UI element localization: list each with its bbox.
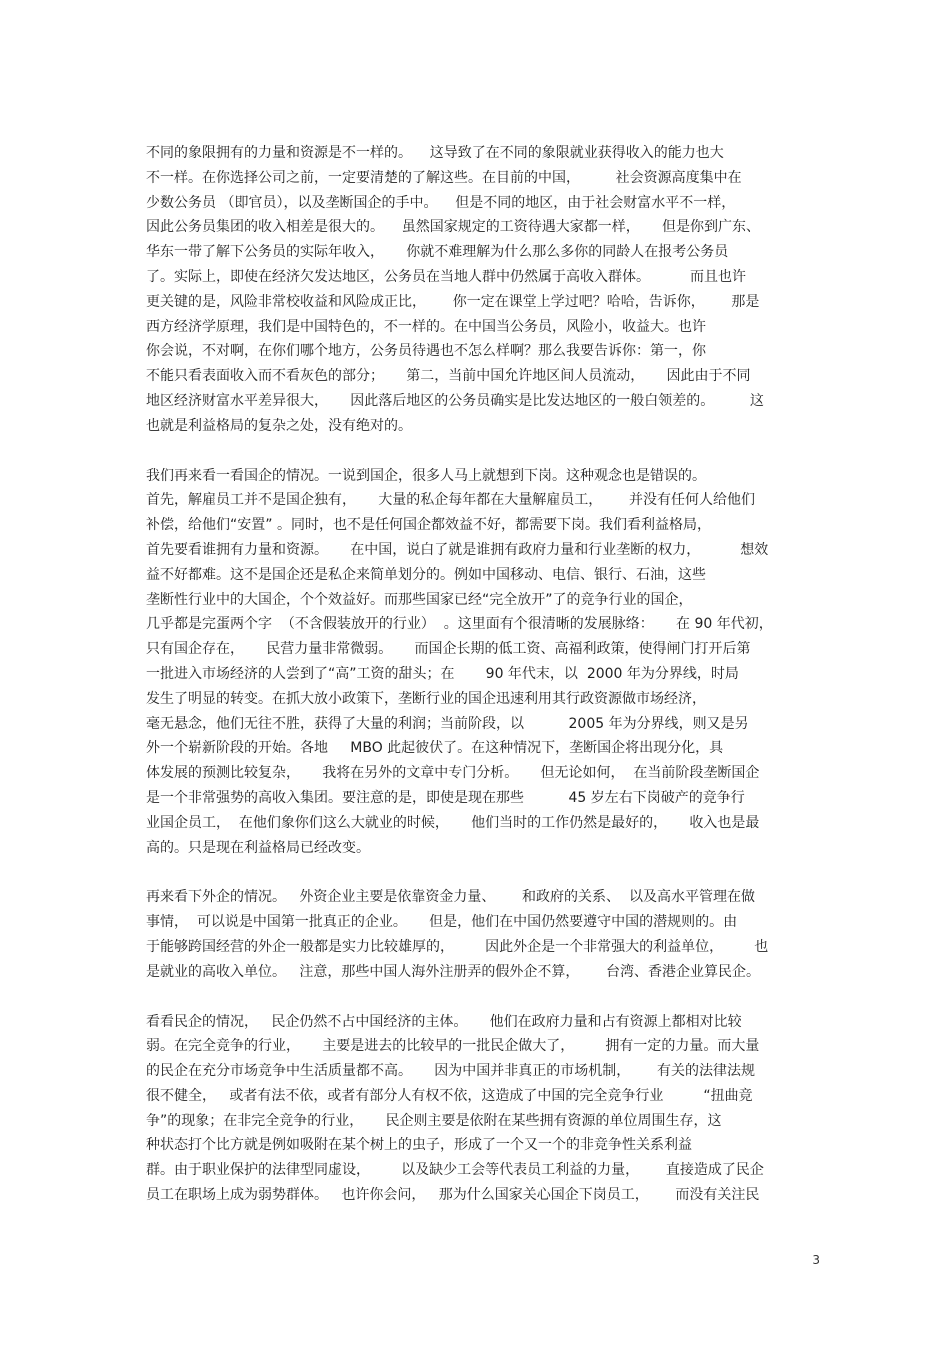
text-line: 益不好都难。这不是国企还是私企来简单划分的。例如中国移动、电信、银行、石油，这些: [146, 566, 706, 583]
text-line: 只有国企存在， 民营力量非常微弱。 而国企长期的低工资、高福利政策，使得闸门打开后第: [146, 641, 751, 658]
text-line: 事情， 可以说是中国第一批真正的企业。 但是，他们在中国仍然要遵守中国的潜规则的。由: [146, 914, 738, 931]
text-line: 高的。只是现在利益格局已经改变。: [146, 839, 370, 856]
text-line: 地区经济财富水平差异很大， 因此落后地区的公务员确实是比发达地区的一般白领差的。 这: [146, 392, 764, 409]
page-number: 3: [812, 1253, 820, 1267]
text-line: 很不健全， 或者有法不依，或者有部分人有权不依，这造成了中国的完全竞争行业 “扭曲竞: [146, 1087, 753, 1104]
document-body: [146, 141, 826, 1233]
text-line: 更关键的是，风险非常校收益和风险成正比， 你一定在课堂上学过吧？哈哈，告诉你， 那是: [146, 293, 760, 310]
text-line: 少数公务员 （即官员），以及垄断国企的手中。 但是不同的地区，由于社会财富水平不一样，: [146, 194, 736, 211]
paragraph-civil-servants: [146, 141, 826, 439]
text-line: 毫无悬念，他们无往不胜，获得了大量的利润；当前阶段，以 2005 年为分界线，则又是另: [146, 715, 749, 732]
text-line: 首先要看谁拥有力量和资源。 在中国，说白了就是谁拥有政府力量和行业垄断的权力， 想效: [146, 541, 769, 558]
text-line: 了。实际上，即使在经济欠发达地区，公务员在当地人群中仍然属于高收入群体。 而且也许: [146, 268, 747, 285]
text-line: 不能只看表面收入而不看灰色的部分； 第二，当前中国允许地区间人员流动， 因此由于不同: [146, 368, 751, 385]
text-line: 是就业的高收入单位。 注意，那些中国人海外注册弄的假外企不算， 台湾、香港企业算民企。: [146, 963, 761, 980]
text-line: 因此公务员集团的收入相差是很大的。 虽然国家规定的工资待遇大家都一样， 但是你到广东、: [146, 219, 761, 236]
paragraph-state-enterprises: [146, 464, 826, 861]
text-line: 弱。在完全竞争的行业， 主要是进去的比较早的一批民企做大了， 拥有一定的力量。而大量: [146, 1038, 760, 1055]
text-line: 华东一带了解下公务员的实际年收入， 你就不难理解为什么那么多你的同龄人在报考公务员: [146, 244, 729, 261]
text-line: 你会说，不对啊，在你们哪个地方，公务员待遇也不怎么样啊？那么我要告诉你：第一，你: [146, 343, 706, 360]
text-line: 看看民企的情况， 民企仍然不占中国经济的主体。 他们在政府力量和占有资源上都相对比较: [146, 1013, 742, 1030]
text-line: 于能够跨国经营的外企一般都是实力比较雄厚的， 因此外企是一个非常强大的利益单位， 也: [146, 938, 769, 955]
text-line: 几乎都是完蛋两个字 （不含假装放开的行业） 。这里面有个很清晰的发展脉络： 在 90 年代初，: [146, 616, 773, 633]
text-line: 首先，解雇员工并不是国企独有， 大量的私企每年都在大量解雇员工， 并没有任何人给他们: [146, 492, 755, 509]
text-line: 是一个非常强势的高收入集团。要注意的是，即使是现在那些 45 岁左右下岗破产的竞争行: [146, 789, 745, 806]
paragraph-foreign-enterprises: [146, 885, 826, 984]
text-line: 的民企在充分市场竞争中生活质量都不高。 因为中国并非真正的市场机制， 有关的法律法规: [146, 1063, 755, 1080]
text-line: 西方经济学原理，我们是中国特色的，不一样的。在中国当公务员，风险小，收益大。也许: [146, 318, 706, 335]
text-line: 垄断性行业中的大国企，个个效益好。而那些国家已经“完全放开”了的竞争行业的国企，: [146, 591, 693, 608]
text-line: 一批进入市场经济的人尝到了“高”工资的甜头；在 90 年代末，以 2000 年为分界线，时局: [146, 665, 739, 682]
text-line: 外一个崭新阶段的开始。各地 MBO 此起彼伏了。在这种情况下，垄断国企将出现分化，具: [146, 740, 724, 757]
text-line: 不同的象限拥有的力量和资源是不一样的。 这导致了在不同的象限就业获得收入的能力也大: [146, 145, 724, 161]
text-line: 我们再来看一看国企的情况。一说到国企，很多人马上就想到下岗。这种观念也是错误的。: [146, 467, 706, 484]
text-line: 也就是利益格局的复杂之处，没有绝对的。: [146, 417, 412, 434]
text-line: 体发展的预测比较复杂， 我将在另外的文章中专门分析。 但无论如何， 在当前阶段垄断国企: [146, 765, 760, 782]
text-line: 争”的现象；在非完全竞争的行业， 民企则主要是依附在某些拥有资源的单位周围生存，这: [146, 1112, 722, 1129]
text-line: 补偿，给他们“安置” 。同时，也不是任何国企都效益不好，都需要下岗。我们看利益格局，: [146, 517, 711, 534]
text-line: 不一样。在你选择公司之前，一定要清楚的了解这些。在目前的中国， 社会资源高度集中在: [146, 169, 742, 186]
paragraph-private-enterprises: [146, 1010, 826, 1208]
text-line: 发生了明显的转变。在抓大放小政策下，垄断行业的国企迅速利用其行政资源做市场经济，: [146, 690, 706, 707]
text-line: 再来看下外企的情况。 外资企业主要是依靠资金力量、 和政府的关系、 以及高水平管理在做: [146, 889, 755, 906]
text-line: 群。由于职业保护的法律型同虚设， 以及缺少工会等代表员工利益的力量， 直接造成了民企: [146, 1162, 764, 1179]
text-line: 种状态打个比方就是例如吸附在某个树上的虫子，形成了一个又一个的非竞争性关系利益: [146, 1137, 692, 1154]
text-line: 业国企员工， 在他们象你们这么大就业的时候， 他们当时的工作仍然是最好的， 收入也是最: [146, 814, 760, 831]
text-line: 员工在职场上成为弱势群体。 也许你会问， 那为什么国家关心国企下岗员工， 而没有关注民: [146, 1187, 760, 1204]
